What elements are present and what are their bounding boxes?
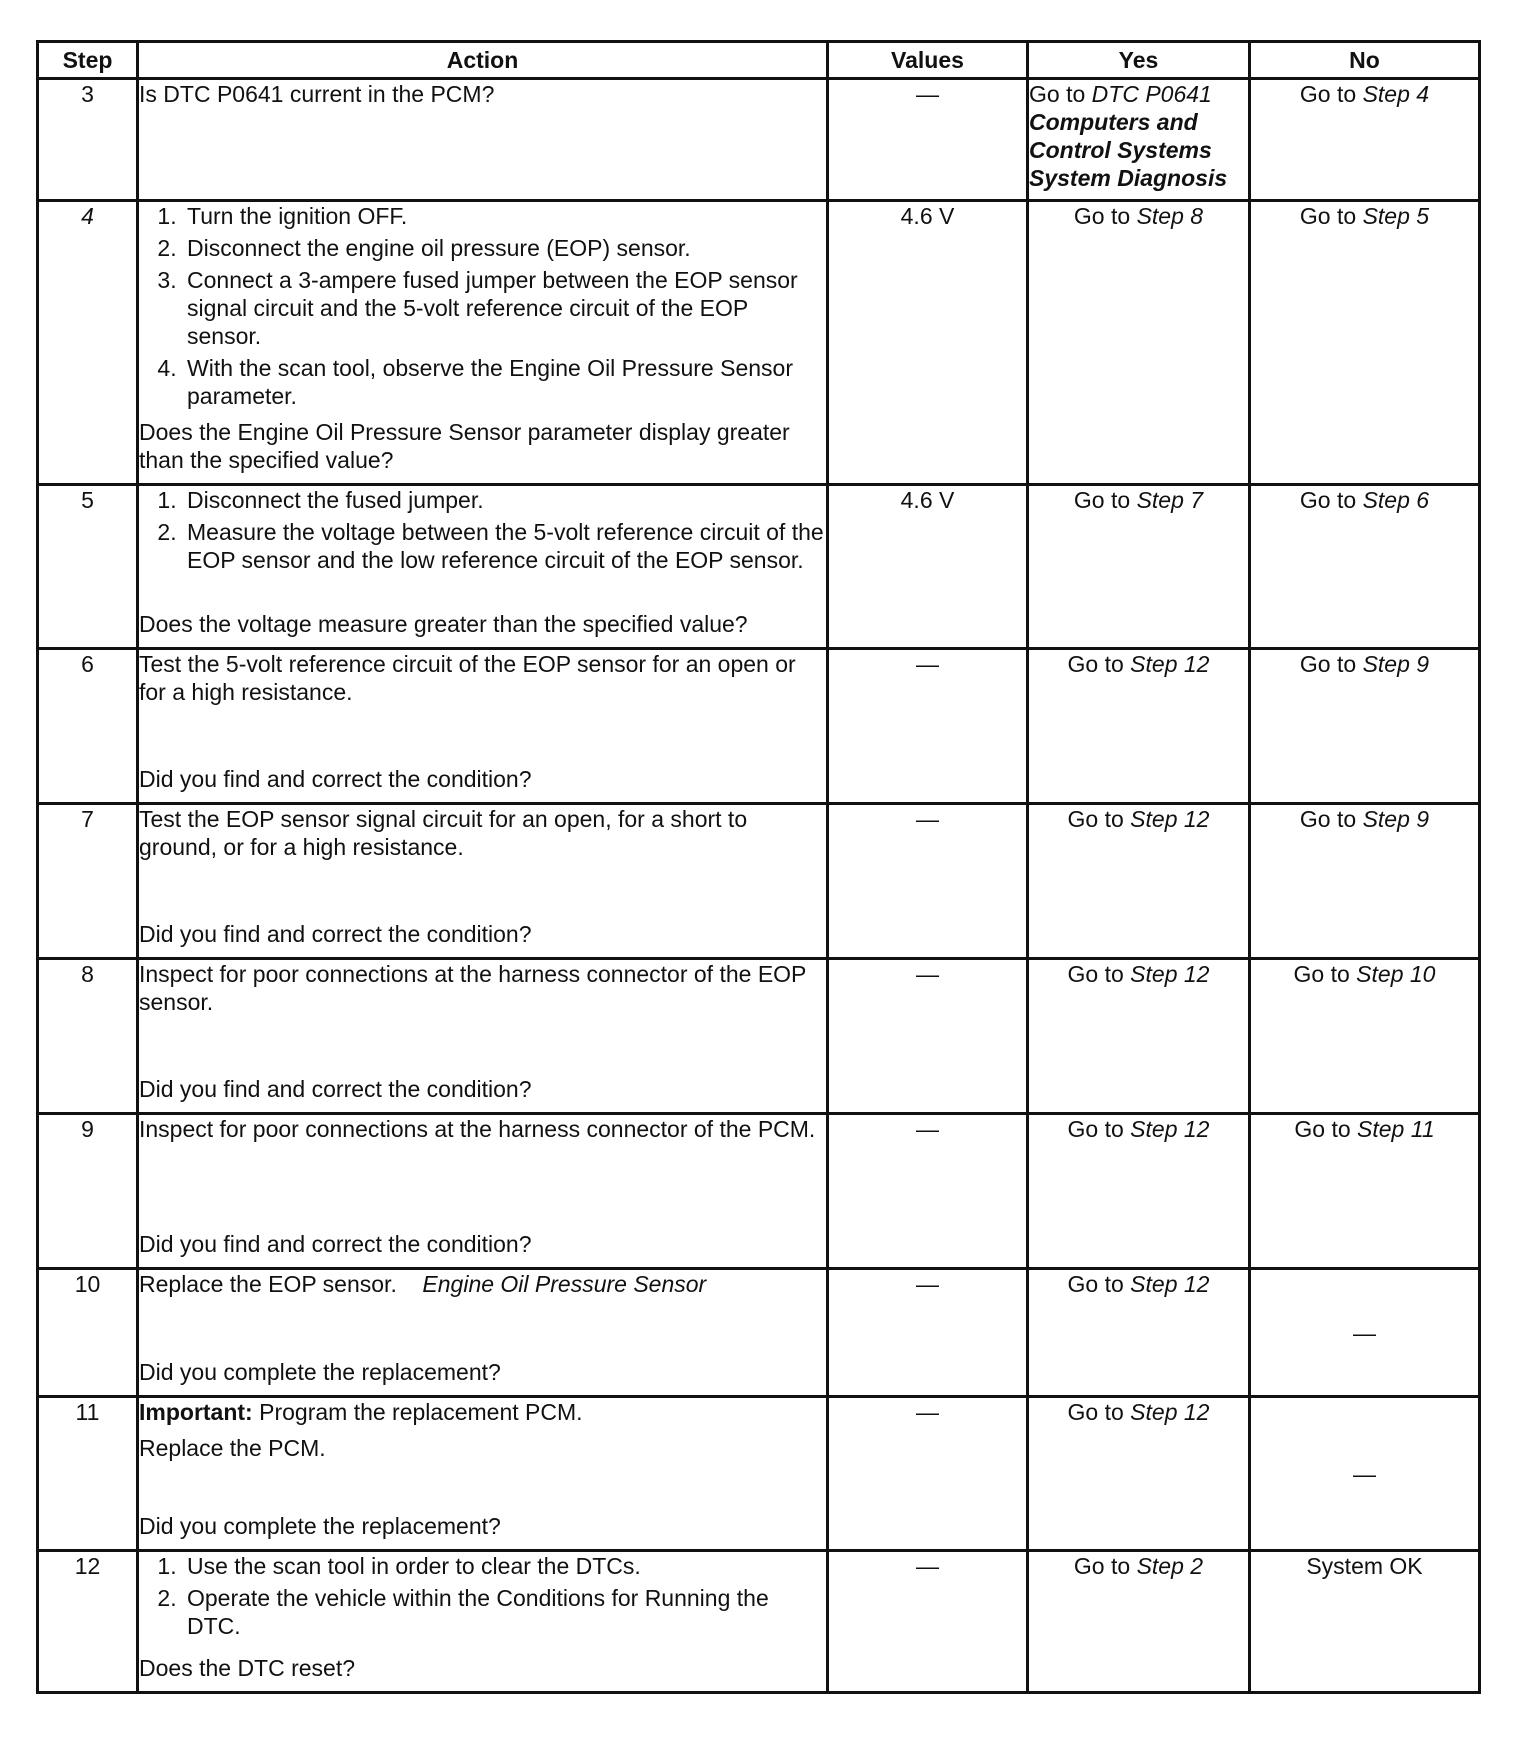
table-row [38,201,1480,485]
action-question: Did you find and correct the condition? [139,766,532,792]
yes-cell[interactable] [1028,1551,1250,1693]
go-to-text: Go to [1073,487,1131,513]
action-cell [138,1397,828,1551]
value-cell: — [828,1397,1028,1551]
value-cell: — [828,649,1028,804]
yes-cell[interactable] [1028,959,1250,1114]
go-to-text: Go to [1067,651,1124,677]
action-cell [138,649,828,804]
step-number: 12 [38,1551,138,1693]
step-link[interactable]: Step 2 [1136,1553,1204,1579]
action-cell [138,201,828,485]
header-no: No [1250,42,1480,79]
go-to-text: Go to [1299,651,1357,677]
no-cell[interactable] [1250,201,1480,485]
action-cell [138,804,828,959]
action-text: Inspect for poor connections at the harness connector of the EOP sensor. [139,961,806,1015]
yes-cell[interactable] [1028,485,1250,649]
action-question: Did you complete the replacement? [139,1513,501,1539]
go-to-text: Go to [1299,81,1357,107]
important-text: Program the replacement PCM. [259,1399,583,1425]
header-yes: Yes [1028,42,1250,79]
value-cell: — [828,1114,1028,1269]
instruction-list [139,202,826,414]
value-cell: 4.6 V [828,485,1028,649]
list-item: 2. Operate the vehicle within the Conditions for Running the DTC. [183,1584,826,1640]
value-cell: — [828,804,1028,959]
no-cell[interactable] [1250,804,1480,959]
yes-cell[interactable] [1028,1114,1250,1269]
go-to-text: Go to [1067,1271,1124,1297]
list-item: 1. Turn the ignition OFF. [183,202,826,230]
no-cell[interactable] [1250,959,1480,1114]
step-number: 5 [38,485,138,649]
step-link[interactable]: Step 12 [1130,1271,1210,1297]
table-row [38,1397,1480,1551]
no-cell: — [1250,1269,1480,1397]
step-link[interactable]: Step 9 [1362,806,1430,832]
list-item: 4. With the scan tool, observe the Engine Oil Pressure Sensor parameter. [183,354,826,410]
value-cell: — [828,79,1028,201]
action-question: Did you complete the replacement? [139,1359,501,1385]
action-cell [138,959,828,1114]
go-to-text: Go to [1067,961,1124,987]
value-cell: — [828,1269,1028,1397]
step-number: 6 [38,649,138,804]
step-number-text: 4 [81,203,94,229]
step-number: 9 [38,1114,138,1269]
action-question: Did you find and correct the condition? [139,1231,532,1257]
table-row [38,1269,1480,1397]
system-diagnosis-link[interactable]: Computers and Control Systems System Diagnosis [1029,109,1228,191]
value-cell: — [828,959,1028,1114]
go-to-text: Go to [1299,203,1357,229]
action-cell [138,1269,828,1397]
action-question: Does the voltage measure greater than the specified value? [139,611,748,637]
step-link[interactable]: Step 12 [1130,961,1210,987]
step-link[interactable]: Step 5 [1362,203,1430,229]
step-number: 7 [38,804,138,959]
important-label: Important: [139,1399,253,1425]
step-number: 3 [38,79,138,201]
go-to-text: Go to [1029,81,1086,107]
no-cell: — [1250,1397,1480,1551]
step-number [38,201,138,485]
action-question: Does the DTC reset? [139,1655,356,1681]
go-to-text: Go to [1067,806,1124,832]
yes-cell[interactable] [1028,1397,1250,1551]
list-item: 1. Use the scan tool in order to clear the DTCs. [183,1552,826,1580]
table-row [38,804,1480,959]
yes-cell[interactable] [1028,804,1250,959]
action-text: Replace the PCM. [139,1435,326,1461]
action-question: Did you find and correct the condition? [139,921,532,947]
action-question: Is DTC P0641 current in the PCM? [139,81,495,107]
action-cell [138,1551,828,1693]
table-row [38,1551,1480,1693]
no-cell: System OK [1250,1551,1480,1693]
list-item: 3. Connect a 3-ampere fused jumper between the EOP sensor signal circuit and the 5-volt reference circuit of the EOP sensor. [183,266,826,350]
action-cell [138,1114,828,1269]
diagnostic-table [36,40,1481,1694]
action-text: Test the EOP sensor signal circuit for an open, for a short to ground, or for a high resistance. [139,806,748,860]
step-link[interactable]: Step 9 [1362,651,1430,677]
list-item: 1. Disconnect the fused jumper. [183,486,826,514]
step-number: 11 [38,1397,138,1551]
step-link[interactable]: Step 7 [1136,487,1204,513]
no-cell[interactable] [1250,649,1480,804]
important-note [139,1398,826,1426]
header-action: Action [138,42,828,79]
step-link[interactable]: Step 11 [1357,1116,1435,1142]
action-text-line [139,1270,826,1298]
value-cell: — [828,1551,1028,1693]
action-text: Inspect for poor connections at the harness connector of the PCM. [139,1116,816,1142]
step-link[interactable]: Step 12 [1130,806,1210,832]
step-link[interactable]: Step 12 [1130,651,1210,677]
header-values: Values [828,42,1028,79]
table-row [38,649,1480,804]
go-to-text: Go to [1299,806,1357,832]
list-item: 2. Disconnect the engine oil pressure (EOP) sensor. [183,234,826,262]
yes-cell[interactable] [1028,1269,1250,1397]
yes-link-box[interactable] [1028,79,1250,201]
instruction-list [139,1552,826,1644]
action-text: Test the 5-volt reference circuit of the EOP sensor for an open or for a high resistance. [139,651,796,705]
go-to-text: Go to [1067,1399,1124,1425]
step-link[interactable]: Step 12 [1130,1116,1210,1142]
no-cell[interactable] [1250,485,1480,649]
table-row [38,1114,1480,1269]
table-row [38,959,1480,1114]
action-question: Did you find and correct the condition? [139,1076,532,1102]
yes-cell[interactable] [1028,201,1250,485]
yes-cell[interactable] [1028,649,1250,804]
table-row [38,79,1480,201]
step-link[interactable]: Step 12 [1130,1399,1210,1425]
action-text: Replace the EOP sensor. [139,1271,397,1297]
engine-oil-pressure-sensor-link[interactable]: Engine Oil Pressure Sensor [422,1271,707,1297]
go-to-text: Go to [1299,487,1357,513]
action-text-block [139,1398,826,1462]
step-link[interactable]: Step 6 [1362,487,1430,513]
go-to-text: Go to [1067,1116,1124,1142]
go-to-text: Go to [1073,203,1131,229]
step-link[interactable]: Step 8 [1136,203,1204,229]
action-cell [138,485,828,649]
go-to-text: Go to [1293,961,1350,987]
action-question: Does the Engine Oil Pressure Sensor parameter display greater than the specified value? [139,419,790,473]
header-row [38,42,1480,79]
action-cell [138,79,828,201]
table-row [38,485,1480,649]
instruction-list [139,486,826,578]
no-cell[interactable] [1250,79,1480,201]
step-link[interactable]: Step 4 [1362,81,1430,107]
no-cell[interactable] [1250,1114,1480,1269]
go-to-text: Go to [1073,1553,1131,1579]
list-item: 2. Measure the voltage between the 5-volt reference circuit of the EOP sensor and the low reference circuit of the EOP sensor. [183,518,826,574]
go-to-text: Go to [1294,1116,1351,1142]
dtc-link[interactable]: DTC P0641 [1091,81,1212,107]
value-cell: 4.6 V [828,201,1028,485]
step-link[interactable]: Step 10 [1356,961,1436,987]
header-step: Step [38,42,138,79]
step-number: 8 [38,959,138,1114]
step-number: 10 [38,1269,138,1397]
